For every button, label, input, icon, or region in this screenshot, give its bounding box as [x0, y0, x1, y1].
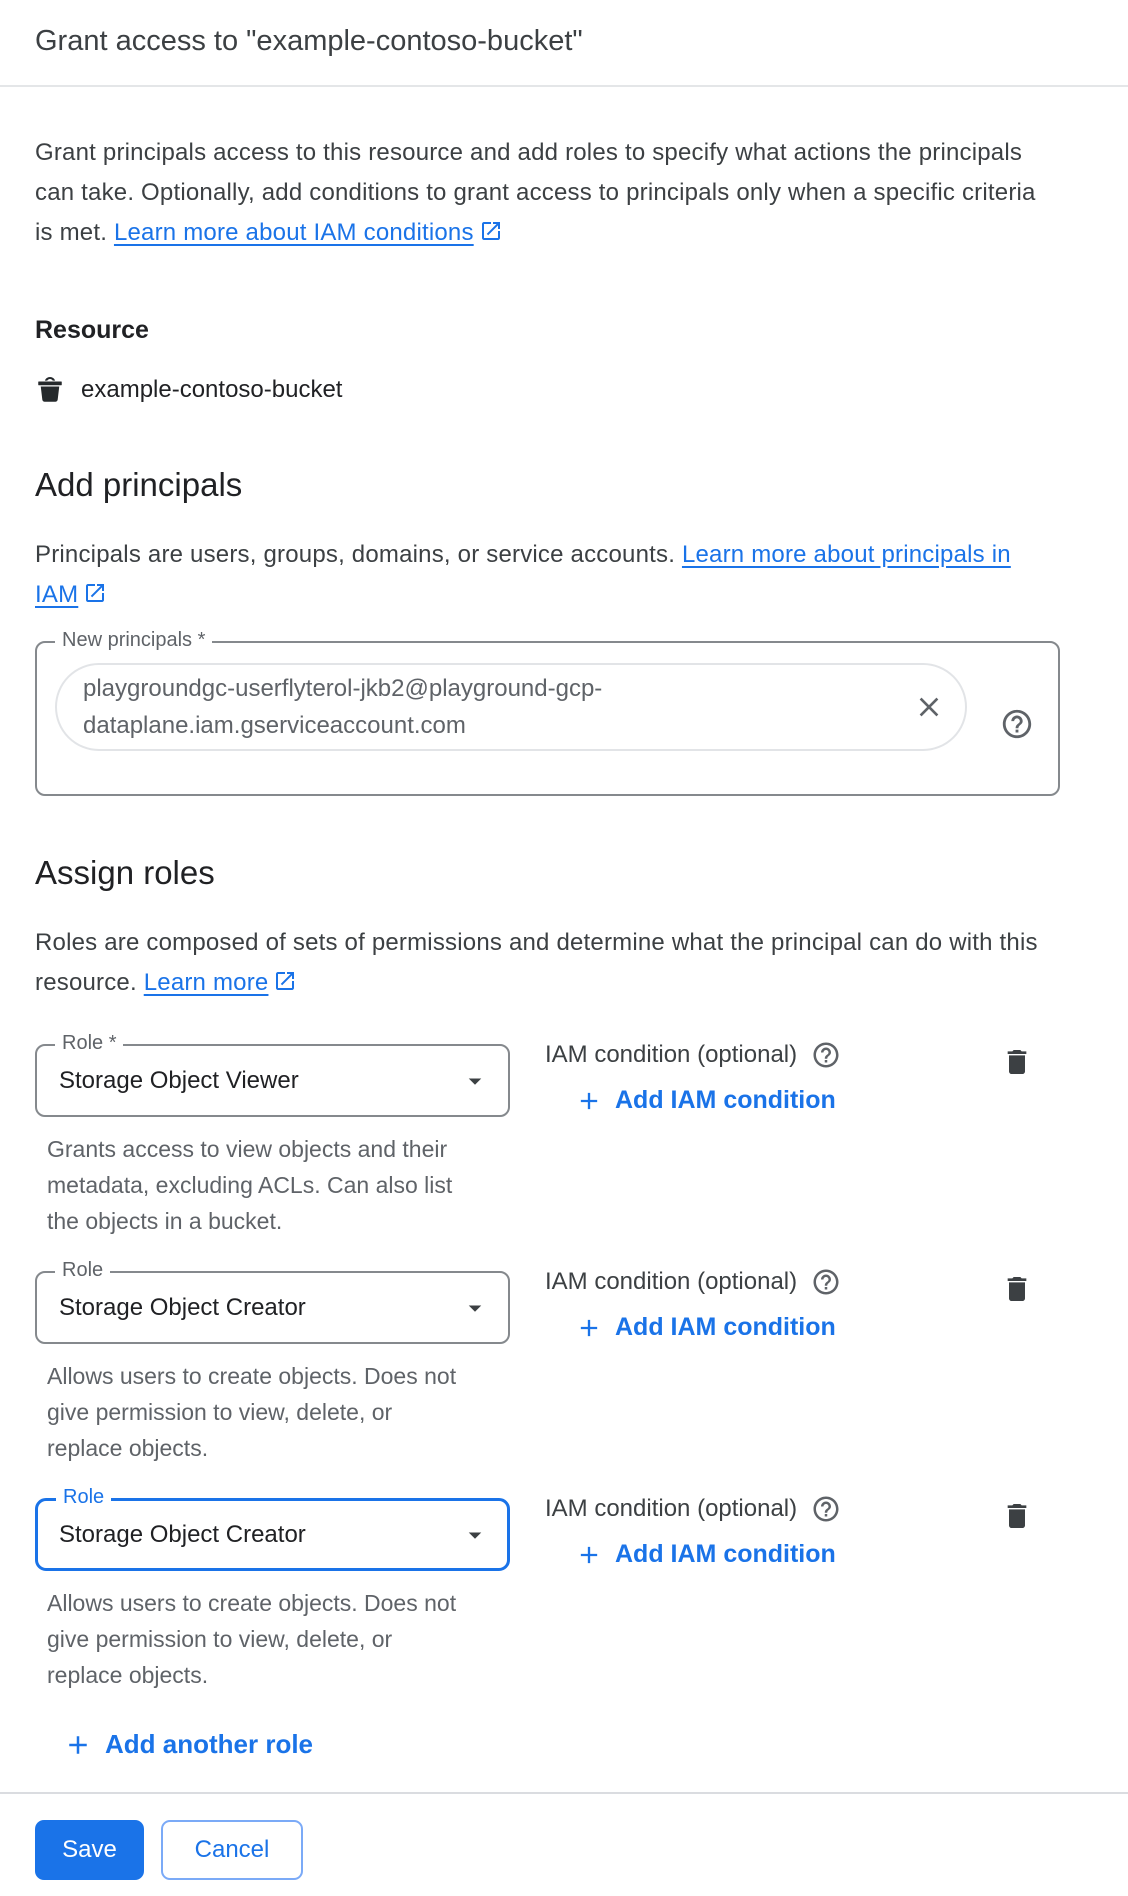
role-description: Grants access to view objects and their metadata, excluding ACLs. Can also list the objects in a bucket. [47, 1136, 453, 1234]
resource-row [35, 375, 1060, 405]
role-row [35, 1259, 1060, 1466]
new-principals-label: New principals * [55, 629, 212, 652]
intro-text [35, 133, 1060, 253]
open-in-new-icon [83, 581, 107, 605]
add-iam-condition-label: Add IAM condition [615, 1086, 836, 1114]
add-another-role-label: Add another role [105, 1729, 314, 1759]
role-select-2[interactable] [35, 1259, 510, 1344]
add-iam-condition-button[interactable] [575, 1540, 836, 1569]
assign-roles-heading: Assign roles [35, 854, 215, 891]
role-select-1-value: Storage Object Viewer [59, 1066, 299, 1094]
resource-heading: Resource [35, 316, 149, 344]
help-icon[interactable] [811, 1494, 841, 1524]
trash-icon[interactable] [1001, 1271, 1033, 1307]
iam-condition-label: IAM condition (optional) [545, 1268, 798, 1295]
add-principals-heading: Add principals [35, 466, 243, 503]
cancel-button[interactable]: Cancel [161, 1820, 303, 1880]
help-icon[interactable] [1000, 707, 1034, 741]
role-column [35, 1259, 510, 1466]
learn-more-roles-link[interactable]: Learn more [143, 969, 269, 996]
plus-icon [575, 1541, 603, 1569]
role-row [35, 1032, 1060, 1239]
iam-condition-label: IAM condition (optional) [545, 1495, 798, 1522]
role-column [35, 1032, 510, 1239]
arrow-drop-down-icon [460, 1520, 490, 1550]
role-select-1-label: Role * [55, 1032, 123, 1055]
iam-condition-column [545, 1041, 1001, 1120]
plus-icon [575, 1087, 603, 1115]
resource-name: example-contoso-bucket [81, 376, 343, 403]
plus-icon [575, 1314, 603, 1342]
add-iam-condition-button[interactable] [575, 1086, 836, 1115]
iam-condition-label: IAM condition (optional) [545, 1041, 798, 1068]
iam-condition-column [545, 1495, 1001, 1574]
add-iam-condition-button[interactable] [575, 1313, 836, 1342]
trash-icon[interactable] [1001, 1498, 1033, 1534]
role-description: Allows users to create objects. Does not give permission to view, delete, or replace objects. [47, 1363, 457, 1461]
open-in-new-icon [273, 969, 297, 993]
help-icon[interactable] [811, 1267, 841, 1297]
add-principals-description-span: Principals are users, groups, domains, or service accounts. [35, 541, 676, 568]
help-icon[interactable] [811, 1040, 841, 1070]
role-select-3[interactable] [35, 1486, 510, 1571]
intro-text-span: Grant principals access to this resource and add roles to specify what actions the principals can take. Optionally, add conditions to grant access to principals only when a specific criteria is met. [35, 139, 1036, 246]
arrow-drop-down-icon [460, 1066, 490, 1096]
arrow-drop-down-icon [460, 1293, 490, 1323]
principal-chip[interactable] [55, 663, 967, 751]
assign-roles-description [35, 923, 1060, 1003]
dialog-footer [0, 1794, 1128, 1880]
add-principals-description [35, 535, 1060, 615]
title-divider [0, 85, 1128, 87]
trash-icon[interactable] [1001, 1044, 1033, 1080]
plus-icon [63, 1730, 93, 1760]
role-column [35, 1486, 510, 1693]
page-title: Grant access to "example-contoso-bucket" [35, 25, 583, 57]
save-button[interactable]: Save [35, 1820, 144, 1880]
role-row [35, 1486, 1060, 1693]
assign-roles-description-span: Roles are composed of sets of permissions and determine what the principal can do with this resource. [35, 929, 1038, 996]
add-iam-condition-label: Add IAM condition [615, 1540, 836, 1568]
role-select-2-value: Storage Object Creator [59, 1293, 306, 1321]
dialog-body [0, 133, 1128, 1765]
open-in-new-icon [479, 219, 503, 243]
role-description: Allows users to create objects. Does not give permission to view, delete, or replace objects. [47, 1590, 457, 1688]
close-icon[interactable] [913, 691, 945, 723]
role-select-2-label: Role [55, 1259, 110, 1282]
storage-bucket-icon [35, 375, 65, 405]
learn-more-principals-link[interactable]: Learn more about principals in IAM [35, 541, 1011, 608]
new-principals-field[interactable] [35, 629, 1060, 796]
add-another-role-row [35, 1729, 1060, 1765]
role-select-3-value: Storage Object Creator [59, 1520, 306, 1548]
principal-chip-value: playgroundgc-userflyterol-jkb2@playground-gcp-dataplane.iam.gserviceaccount.com [83, 675, 603, 739]
role-select-1[interactable] [35, 1032, 510, 1117]
learn-more-iam-conditions-link[interactable]: Learn more about IAM conditions [113, 219, 474, 246]
role-select-3-label: Role [56, 1486, 111, 1509]
iam-condition-column [545, 1268, 1001, 1347]
add-iam-condition-label: Add IAM condition [615, 1313, 836, 1341]
add-another-role-button[interactable] [63, 1729, 313, 1760]
